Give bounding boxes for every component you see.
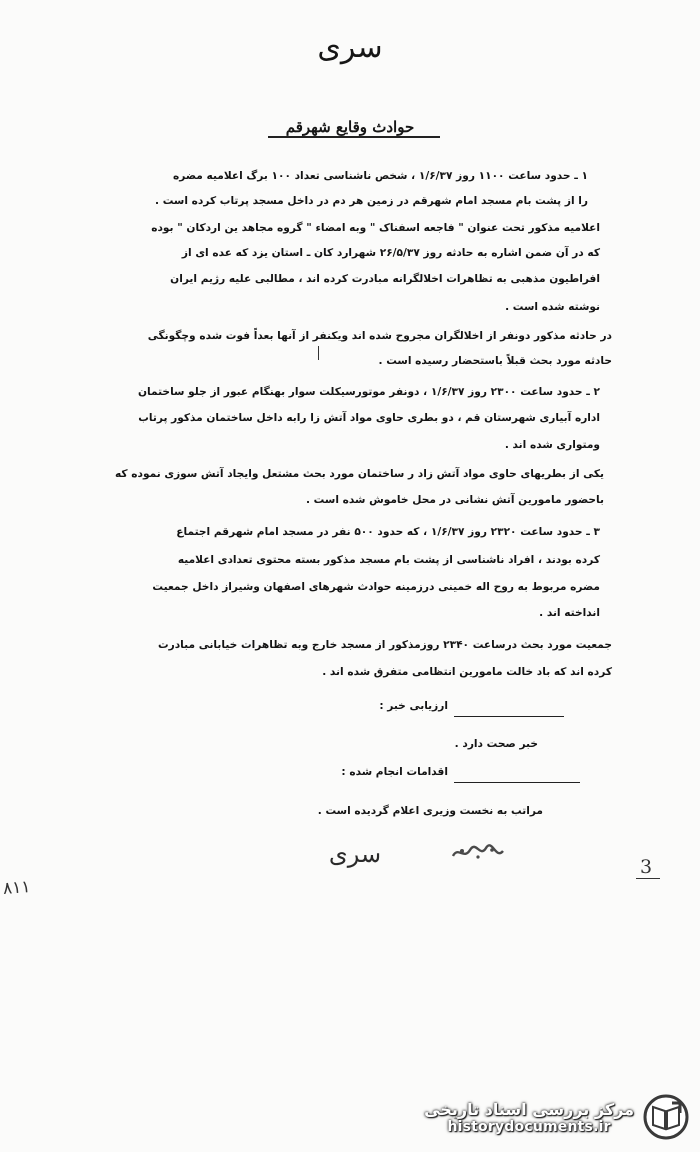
body-line: کرده بودند ، افراد ناشناسی از پشت بام مسجد مذکور بسته محتوی تعدادی اعلامیه xyxy=(177,554,600,566)
book-logo-icon xyxy=(642,1093,690,1141)
margin-annotation: ۸۱۱ xyxy=(2,877,32,899)
body-line: ۳ ـ حدود ساعت ۲۳۲۰ روز ۱/۶/۳۷ ، که حدود ۵۰۰ نفر در مسجد امام شهرقم اجتماع xyxy=(176,526,600,538)
classification-header: سری xyxy=(317,30,383,65)
body-line: اعلامیه مذکور تحت عنوان " فاجعه اسفناک " وبه امضاء " گروه مجاهد ین اردکان " بوده xyxy=(151,222,600,234)
body-line: نوشته شده است . xyxy=(505,301,600,313)
watermark-org-name: مرکز بررسی اسناد تاریخی xyxy=(424,1099,634,1119)
body-line: را از پشت بام مسجد امام شهرقم در زمین هر دم در داخل مسجد پرتاب کرده است . xyxy=(155,195,588,207)
body-line: حادثه مورد بحث قبلاً باستحضار رسیده است . xyxy=(378,355,612,367)
body-line: انداخته اند . xyxy=(539,607,600,619)
heading-underline xyxy=(268,136,440,138)
body-line: ۲ ـ حدود ساعت ۲۳۰۰ روز ۱/۶/۳۷ ، دونفر موتورسیکلت سوار بهنگام عبور از جلو ساختمان xyxy=(137,386,600,398)
body-line: ومتواری شده اند . xyxy=(504,439,600,451)
watermark xyxy=(400,1082,700,1152)
ink-stamp-icon xyxy=(450,842,506,864)
actions-underline xyxy=(454,782,580,783)
body-line: یکی از بطریهای حاوی مواد آتش زاد ر ساختمان مورد بحث مشتعل وایجاد آتش سوزی نموده که xyxy=(115,468,604,480)
document-heading: حوادث وقایع شهرقم xyxy=(285,118,415,136)
actions-label: اقدامات انجام شده : xyxy=(341,766,448,778)
body-line: در حادثه مذکور دونفر از اخلالگران مجروح شده اند ویکنفر از آنها بعداً فوت شده وچگونگی xyxy=(147,330,612,342)
evaluation-label: ارزیابی خبر : xyxy=(379,700,448,712)
body-line: کرده اند که باد خالت مامورین انتظامی متفرق شده اند . xyxy=(322,666,612,678)
body-line: مضره مربوط به روح اله خمینی درزمینه حوادث شهرهای اصفهان وشیراز داخل جمعیت xyxy=(152,581,600,593)
evaluation-underline xyxy=(454,716,564,717)
body-line: اداره آبیاری شهرستان قم ، دو بطری حاوی مواد آتش زا رابه داخل ساختمان مذکور پرتاب xyxy=(138,412,600,424)
body-line: جمعیت مورد بحث درساعت ۲۳۴۰ روزمذکور از مسجد خارج وبه تظاهرات خیابانی مبادرت xyxy=(158,639,612,651)
actions-text: مراتب به نخست وزیری اعلام گردیده است . xyxy=(317,805,543,817)
body-line: که در آن ضمن اشاره به حادثه روز ۲۶/۵/۳۷ شهرارد کان ـ استان یزد که عده ای از xyxy=(181,247,600,259)
classification-footer: سری xyxy=(328,840,382,868)
evaluation-text: خبر صحت دارد . xyxy=(454,738,538,750)
watermark-text xyxy=(424,1100,634,1135)
page-number: 3 xyxy=(640,856,653,878)
body-line: باحضور مامورین آتش نشانی در محل خاموش شده است . xyxy=(305,494,604,506)
body-line: ۱ ـ حدود ساعت ۱۱۰۰ روز ۱/۶/۳۷ ، شخص ناشناسی تعداد ۱۰۰ برگ اعلامیه مضره xyxy=(172,170,588,182)
watermark-website: historydocuments.ir xyxy=(447,1118,611,1135)
page-number-underline xyxy=(636,878,660,879)
body-line: افراطیون مذهبی به تظاهرات اخلالگرانه مبادرت کرده اند ، مطالبی علیه رژیم ایران xyxy=(170,273,600,285)
